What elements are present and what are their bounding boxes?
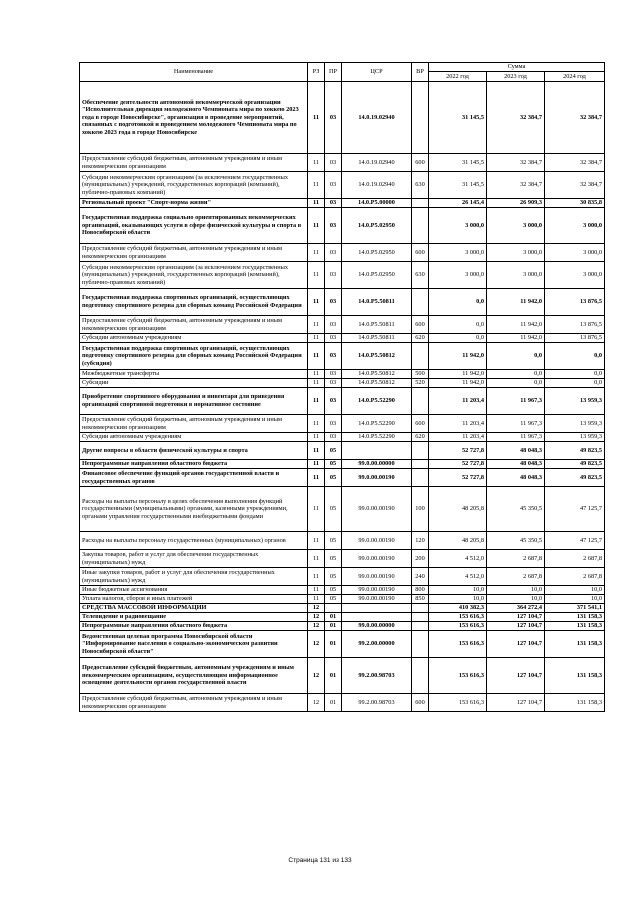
cell-vr (412, 289, 429, 316)
cell-2023: 45 350,5 (487, 487, 545, 532)
cell-pr: 03 (325, 370, 342, 379)
table-row (80, 379, 605, 388)
cell-2022: 0,0 (429, 316, 487, 334)
cell-2024: 49 823,5 (545, 460, 605, 469)
cell-name: Уплата налогов, сборов и иных платежей (80, 595, 308, 604)
cell-2022: 48 205,8 (429, 487, 487, 532)
cell-rz: 11 (308, 586, 325, 595)
cell-rz: 11 (308, 487, 325, 532)
cell-2024: 3 000,0 (545, 262, 605, 289)
cell-pr: 03 (325, 316, 342, 334)
table-row (80, 550, 605, 568)
cell-2024: 10,0 (545, 586, 605, 595)
cell-2023: 48 048,3 (487, 442, 545, 460)
col-rz-header: РЗ (308, 63, 325, 82)
cell-2024: 0,0 (545, 370, 605, 379)
cell-name: Субсидии (80, 379, 308, 388)
cell-pr: 03 (325, 343, 342, 370)
cell-2024: 0,0 (545, 343, 605, 370)
cell-rz: 11 (308, 388, 325, 415)
cell-name: Ведомственная целевая программа Новосибирской области "Информирование населения о социально-экономическом развитии Новосибирской области" (80, 631, 308, 658)
cell-2022: 31 145,5 (429, 82, 487, 154)
cell-name: Иные бюджетные ассигнования (80, 586, 308, 595)
cell-pr: 03 (325, 415, 342, 433)
cell-pr: 03 (325, 433, 342, 442)
table-row (80, 694, 605, 712)
cell-2024: 32 384,7 (545, 154, 605, 172)
cell-name: Предоставление субсидий бюджетным, автономным учреждениям и иным некоммерческим организациям (80, 694, 308, 712)
cell-2022: 10,0 (429, 586, 487, 595)
cell-vr (412, 613, 429, 622)
table-row (80, 262, 605, 289)
table-row (80, 244, 605, 262)
cell-name: Иные закупки товаров, работ и услуг для обеспечения государственных (муниципальных) нужд (80, 568, 308, 586)
cell-name: Приобретение спортивного оборудования и инвентаря для приведения организаций спортивной подготовки в нормативное состояние (80, 388, 308, 415)
cell-pr: 03 (325, 82, 342, 154)
col-name-header: Наименование (80, 63, 308, 82)
cell-csr: 99.0.00.00000 (342, 622, 412, 631)
budget-page (79, 62, 604, 712)
cell-rz: 12 (308, 694, 325, 712)
cell-vr: 800 (412, 586, 429, 595)
cell-2023: 26 909,3 (487, 199, 545, 208)
cell-csr: 14.0.P5.50812 (342, 379, 412, 388)
cell-name: Расходы на выплаты персоналу государственных (муниципальных) органов (80, 532, 308, 550)
cell-vr (412, 208, 429, 244)
cell-csr: 14.0.19.02940 (342, 82, 412, 154)
cell-2024: 3 000,0 (545, 244, 605, 262)
table-row (80, 433, 605, 442)
cell-2022: 11 203,4 (429, 433, 487, 442)
cell-name: Государственная поддержка спортивных организаций, осуществляющих подготовку спортивного резерва для сборных команд Российской Федерации (80, 289, 308, 316)
cell-rz: 11 (308, 460, 325, 469)
cell-2023: 3 000,0 (487, 208, 545, 244)
cell-csr: 14.0.P5.50811 (342, 316, 412, 334)
cell-vr (412, 604, 429, 613)
cell-2023: 0,0 (487, 370, 545, 379)
cell-csr: 14.0.P5.52290 (342, 388, 412, 415)
cell-pr: 01 (325, 694, 342, 712)
cell-name: Государственная поддержка спортивных организаций, осуществляющих подготовку спортивного резерва для сборных команд Российской Федерации (субсидия) (80, 343, 308, 370)
cell-2022: 153 616,3 (429, 622, 487, 631)
cell-2024: 0,0 (545, 379, 605, 388)
table-row (80, 622, 605, 631)
cell-2022: 11 942,0 (429, 379, 487, 388)
cell-csr: 99.0.00.00190 (342, 550, 412, 568)
cell-vr (412, 631, 429, 658)
cell-2022: 11 203,4 (429, 388, 487, 415)
cell-csr: 99.0.00.00190 (342, 568, 412, 586)
cell-name: Предоставление субсидий бюджетным, автономным учреждениям и иным некоммерческим организациям (80, 316, 308, 334)
table-row (80, 316, 605, 334)
budget-table (79, 62, 605, 712)
cell-rz: 11 (308, 550, 325, 568)
cell-2022: 10,0 (429, 595, 487, 604)
cell-2024: 131 158,3 (545, 631, 605, 658)
cell-2023: 48 048,3 (487, 469, 545, 487)
cell-vr: 630 (412, 262, 429, 289)
cell-csr: 14.0.P5.02950 (342, 262, 412, 289)
cell-2023: 0,0 (487, 343, 545, 370)
cell-rz: 11 (308, 532, 325, 550)
cell-rz: 12 (308, 631, 325, 658)
cell-2022: 3 000,0 (429, 244, 487, 262)
cell-2024: 131 158,3 (545, 622, 605, 631)
cell-2023: 11 967,3 (487, 415, 545, 433)
cell-csr: 14.0.P5.50811 (342, 334, 412, 343)
table-row (80, 370, 605, 379)
cell-rz: 11 (308, 343, 325, 370)
cell-csr (342, 442, 412, 460)
cell-2023: 32 384,7 (487, 82, 545, 154)
cell-name: Субсидии автономным учреждениям (80, 334, 308, 343)
cell-2023: 11 967,3 (487, 388, 545, 415)
cell-pr: 05 (325, 550, 342, 568)
cell-2023: 127 104,7 (487, 613, 545, 622)
cell-pr: 05 (325, 487, 342, 532)
col-sum-header: Сумма (429, 63, 605, 72)
cell-vr: 600 (412, 316, 429, 334)
table-row (80, 568, 605, 586)
cell-vr (412, 343, 429, 370)
cell-rz: 11 (308, 244, 325, 262)
cell-2023: 32 384,7 (487, 172, 545, 199)
cell-rz: 11 (308, 568, 325, 586)
cell-2022: 26 145,4 (429, 199, 487, 208)
cell-2024: 131 158,3 (545, 694, 605, 712)
col-vr-header: ВР (412, 63, 429, 82)
cell-2024: 30 835,8 (545, 199, 605, 208)
cell-vr: 120 (412, 532, 429, 550)
cell-name: Предоставление субсидий бюджетным, автономным учреждениям и иным некоммерческим организациям (80, 415, 308, 433)
cell-vr (412, 469, 429, 487)
cell-name: Непрограммные направления областного бюджета (80, 460, 308, 469)
cell-csr: 14.0.P5.52290 (342, 433, 412, 442)
cell-2022: 11 942,0 (429, 343, 487, 370)
page-number: Страница 131 из 133 (288, 857, 352, 864)
cell-pr: 01 (325, 613, 342, 622)
cell-name: Межбюджетные трансферты (80, 370, 308, 379)
cell-2023: 3 000,0 (487, 262, 545, 289)
col-2024-header: 2024 год (545, 72, 605, 82)
cell-rz: 11 (308, 154, 325, 172)
cell-vr: 850 (412, 595, 429, 604)
cell-vr (412, 442, 429, 460)
cell-2023: 364 272,4 (487, 604, 545, 613)
cell-csr: 99.2.00.98703 (342, 658, 412, 694)
cell-vr (412, 82, 429, 154)
cell-csr: 99.0.00.00190 (342, 532, 412, 550)
cell-2023: 48 048,3 (487, 460, 545, 469)
cell-csr: 14.0.P5.50811 (342, 289, 412, 316)
table-row (80, 199, 605, 208)
cell-2022: 410 382,3 (429, 604, 487, 613)
cell-2024: 371 541,1 (545, 604, 605, 613)
table-row (80, 82, 605, 154)
cell-vr: 100 (412, 487, 429, 532)
cell-vr: 500 (412, 370, 429, 379)
cell-vr: 600 (412, 154, 429, 172)
cell-rz: 12 (308, 604, 325, 613)
table-row (80, 334, 605, 343)
cell-vr: 240 (412, 568, 429, 586)
cell-pr: 05 (325, 532, 342, 550)
cell-2022: 0,0 (429, 289, 487, 316)
cell-name: Другие вопросы в области физической культуры и спорта (80, 442, 308, 460)
cell-pr: 03 (325, 199, 342, 208)
cell-name: Финансовое обеспечение функций органов государственной власти и государственных органов (80, 469, 308, 487)
cell-2024: 131 158,3 (545, 658, 605, 694)
cell-vr (412, 460, 429, 469)
cell-rz: 11 (308, 262, 325, 289)
cell-2024: 13 876,5 (545, 316, 605, 334)
cell-2024: 32 384,7 (545, 172, 605, 199)
cell-rz: 12 (308, 658, 325, 694)
cell-2023: 11 942,0 (487, 289, 545, 316)
cell-2023: 127 104,7 (487, 631, 545, 658)
cell-name: Непрограммные направления областного бюджета (80, 622, 308, 631)
table-row (80, 442, 605, 460)
cell-rz: 11 (308, 415, 325, 433)
cell-name: Предоставление субсидий бюджетным, автономным учреждениям и иным некоммерческим организациям, осуществляющим информационное освещение деятельности органов государственной власти (80, 658, 308, 694)
cell-rz: 11 (308, 379, 325, 388)
cell-pr: 05 (325, 460, 342, 469)
cell-vr: 600 (412, 694, 429, 712)
cell-2022: 153 616,3 (429, 631, 487, 658)
cell-vr: 200 (412, 550, 429, 568)
cell-pr: 05 (325, 469, 342, 487)
cell-name: Предоставление субсидий бюджетным, автономным учреждениям и иным некоммерческим организациям (80, 244, 308, 262)
cell-vr (412, 658, 429, 694)
cell-2022: 52 727,8 (429, 469, 487, 487)
cell-2022: 153 616,3 (429, 694, 487, 712)
cell-vr: 520 (412, 379, 429, 388)
cell-csr: 99.2.00.98703 (342, 694, 412, 712)
cell-rz: 11 (308, 199, 325, 208)
cell-2023: 2 687,8 (487, 568, 545, 586)
cell-2024: 2 687,8 (545, 550, 605, 568)
cell-pr: 03 (325, 289, 342, 316)
cell-name: Обеспечение деятельности автономной некоммерческой организации "Исполнительная дирекция молодежного Чемпионата мира по хоккею 2023 года в городе Новосибирске", организация в проведение мероприятий, связанных с подготовкой и проведением молодежного Чемпионата мира по хоккею 2023 года в городе Новосибирске (80, 82, 308, 154)
cell-2024: 47 125,7 (545, 487, 605, 532)
cell-csr (342, 613, 412, 622)
cell-2022: 3 000,0 (429, 208, 487, 244)
cell-2024: 49 823,5 (545, 469, 605, 487)
cell-rz: 11 (308, 469, 325, 487)
cell-2024: 47 125,7 (545, 532, 605, 550)
col-csr-header: ЦСР (342, 63, 412, 82)
cell-2022: 0,0 (429, 334, 487, 343)
cell-csr: 14.0.P5.02950 (342, 208, 412, 244)
cell-pr: 01 (325, 622, 342, 631)
cell-pr: 03 (325, 388, 342, 415)
cell-pr: 05 (325, 586, 342, 595)
cell-rz: 11 (308, 289, 325, 316)
cell-2023: 127 104,7 (487, 658, 545, 694)
table-row (80, 595, 605, 604)
cell-csr: 99.0.00.00000 (342, 460, 412, 469)
table-row (80, 172, 605, 199)
table-row (80, 154, 605, 172)
table-row (80, 658, 605, 694)
cell-2024: 3 000,0 (545, 208, 605, 244)
cell-2023: 11 967,3 (487, 433, 545, 442)
cell-rz: 11 (308, 172, 325, 199)
cell-csr: 14.0.P5.52290 (342, 415, 412, 433)
cell-2024: 2 687,8 (545, 568, 605, 586)
cell-2023: 3 000,0 (487, 244, 545, 262)
cell-2022: 48 205,8 (429, 532, 487, 550)
cell-2023: 127 104,7 (487, 694, 545, 712)
cell-2022: 153 616,3 (429, 658, 487, 694)
cell-2023: 10,0 (487, 595, 545, 604)
cell-rz: 11 (308, 595, 325, 604)
cell-2023: 45 350,5 (487, 532, 545, 550)
cell-name: Субсидии автономным учреждениям (80, 433, 308, 442)
cell-csr: 14.0.P5.00000 (342, 199, 412, 208)
cell-vr: 600 (412, 415, 429, 433)
cell-pr (325, 604, 342, 613)
cell-2023: 10,0 (487, 586, 545, 595)
cell-2024: 13 959,3 (545, 415, 605, 433)
cell-vr (412, 199, 429, 208)
table-row (80, 613, 605, 622)
cell-2024: 13 876,5 (545, 334, 605, 343)
cell-rz: 11 (308, 316, 325, 334)
cell-pr: 03 (325, 334, 342, 343)
cell-2024: 131 158,3 (545, 613, 605, 622)
cell-csr: 99.0.00.00190 (342, 595, 412, 604)
cell-name: Закупка товаров, работ и услуг для обеспечения государственных (муниципальных) нужд (80, 550, 308, 568)
cell-2023: 127 104,7 (487, 622, 545, 631)
cell-name: Расходы на выплаты персоналу в целях обеспечения выполнения функций государственными (муниципальными) органами, казенными учреждениями, органами управления государственными внебюджетными фондами (80, 487, 308, 532)
col-2022-header: 2022 год (429, 72, 487, 82)
table-row (80, 289, 605, 316)
table-row (80, 586, 605, 595)
cell-2024: 13 959,3 (545, 388, 605, 415)
cell-vr: 600 (412, 244, 429, 262)
cell-name: Региональный проект "Спорт-норма жизни" (80, 199, 308, 208)
cell-2022: 4 512,0 (429, 550, 487, 568)
table-row (80, 460, 605, 469)
cell-vr: 630 (412, 172, 429, 199)
cell-name: Субсидии некоммерческим организациям (за исключением государственных (муниципальных) учреждений, государственных корпораций (компаний), публично-правовых компаний) (80, 172, 308, 199)
cell-2022: 153 616,3 (429, 613, 487, 622)
cell-csr: 14.0.19.02940 (342, 154, 412, 172)
cell-rz: 12 (308, 622, 325, 631)
cell-2022: 52 727,8 (429, 460, 487, 469)
cell-name: Субсидии некоммерческим организациям (за исключением государственных (муниципальных) учреждений, государственных корпораций (компаний), публично-правовых компаний) (80, 262, 308, 289)
cell-2023: 32 384,7 (487, 154, 545, 172)
cell-2022: 3 000,0 (429, 262, 487, 289)
cell-vr: 620 (412, 433, 429, 442)
cell-pr: 03 (325, 244, 342, 262)
cell-2022: 11 942,0 (429, 370, 487, 379)
cell-csr: 99.0.00.00190 (342, 469, 412, 487)
cell-vr: 620 (412, 334, 429, 343)
cell-2024: 49 823,5 (545, 442, 605, 460)
col-2023-header: 2023 год (487, 72, 545, 82)
cell-2023: 11 942,0 (487, 334, 545, 343)
cell-csr: 99.0.00.00190 (342, 586, 412, 595)
cell-name: Государственная поддержка социально ориентированных некоммерческих организаций, оказывающих услуги в сфере физической культуры и спорта в Новосибирской области (80, 208, 308, 244)
cell-rz: 11 (308, 208, 325, 244)
cell-2022: 31 145,5 (429, 154, 487, 172)
cell-csr: 14.0.P5.50812 (342, 343, 412, 370)
cell-2024: 10,0 (545, 595, 605, 604)
cell-pr: 05 (325, 595, 342, 604)
cell-pr: 03 (325, 208, 342, 244)
cell-pr: 03 (325, 262, 342, 289)
table-row (80, 532, 605, 550)
cell-rz: 11 (308, 433, 325, 442)
cell-2022: 11 203,4 (429, 415, 487, 433)
cell-2022: 52 727,8 (429, 442, 487, 460)
cell-name: Телевидение и радиовещание (80, 613, 308, 622)
cell-name: СРЕДСТВА МАССОВОЙ ИНФОРМАЦИИ (80, 604, 308, 613)
cell-vr (412, 622, 429, 631)
table-row (80, 208, 605, 244)
cell-2023: 0,0 (487, 379, 545, 388)
cell-2024: 13 876,5 (545, 289, 605, 316)
cell-csr: 14.0.19.02940 (342, 172, 412, 199)
cell-2022: 4 512,0 (429, 568, 487, 586)
cell-csr: 14.0.P5.50812 (342, 370, 412, 379)
cell-2023: 2 687,8 (487, 550, 545, 568)
cell-csr: 99.0.00.00190 (342, 487, 412, 532)
cell-rz: 11 (308, 334, 325, 343)
cell-csr (342, 604, 412, 613)
table-row (80, 631, 605, 658)
table-row (80, 604, 605, 613)
table-row (80, 343, 605, 370)
cell-pr: 03 (325, 379, 342, 388)
cell-csr: 99.2.00.00000 (342, 631, 412, 658)
table-row (80, 388, 605, 415)
cell-pr: 05 (325, 568, 342, 586)
cell-rz: 11 (308, 442, 325, 460)
cell-vr (412, 388, 429, 415)
cell-name: Предоставление субсидий бюджетным, автономным учреждениям и иным некоммерческим организациям (80, 154, 308, 172)
cell-2024: 32 384,7 (545, 82, 605, 154)
table-row (80, 487, 605, 532)
cell-rz: 11 (308, 82, 325, 154)
cell-2022: 31 145,5 (429, 172, 487, 199)
cell-pr: 01 (325, 631, 342, 658)
cell-rz: 12 (308, 613, 325, 622)
cell-2024: 13 959,3 (545, 433, 605, 442)
cell-pr: 03 (325, 154, 342, 172)
cell-pr: 01 (325, 658, 342, 694)
cell-csr: 14.0.P5.02950 (342, 244, 412, 262)
table-row (80, 415, 605, 433)
cell-pr: 03 (325, 172, 342, 199)
cell-rz: 11 (308, 370, 325, 379)
cell-2023: 11 942,0 (487, 316, 545, 334)
col-pr-header: ПР (325, 63, 342, 82)
table-row (80, 469, 605, 487)
cell-pr: 05 (325, 442, 342, 460)
